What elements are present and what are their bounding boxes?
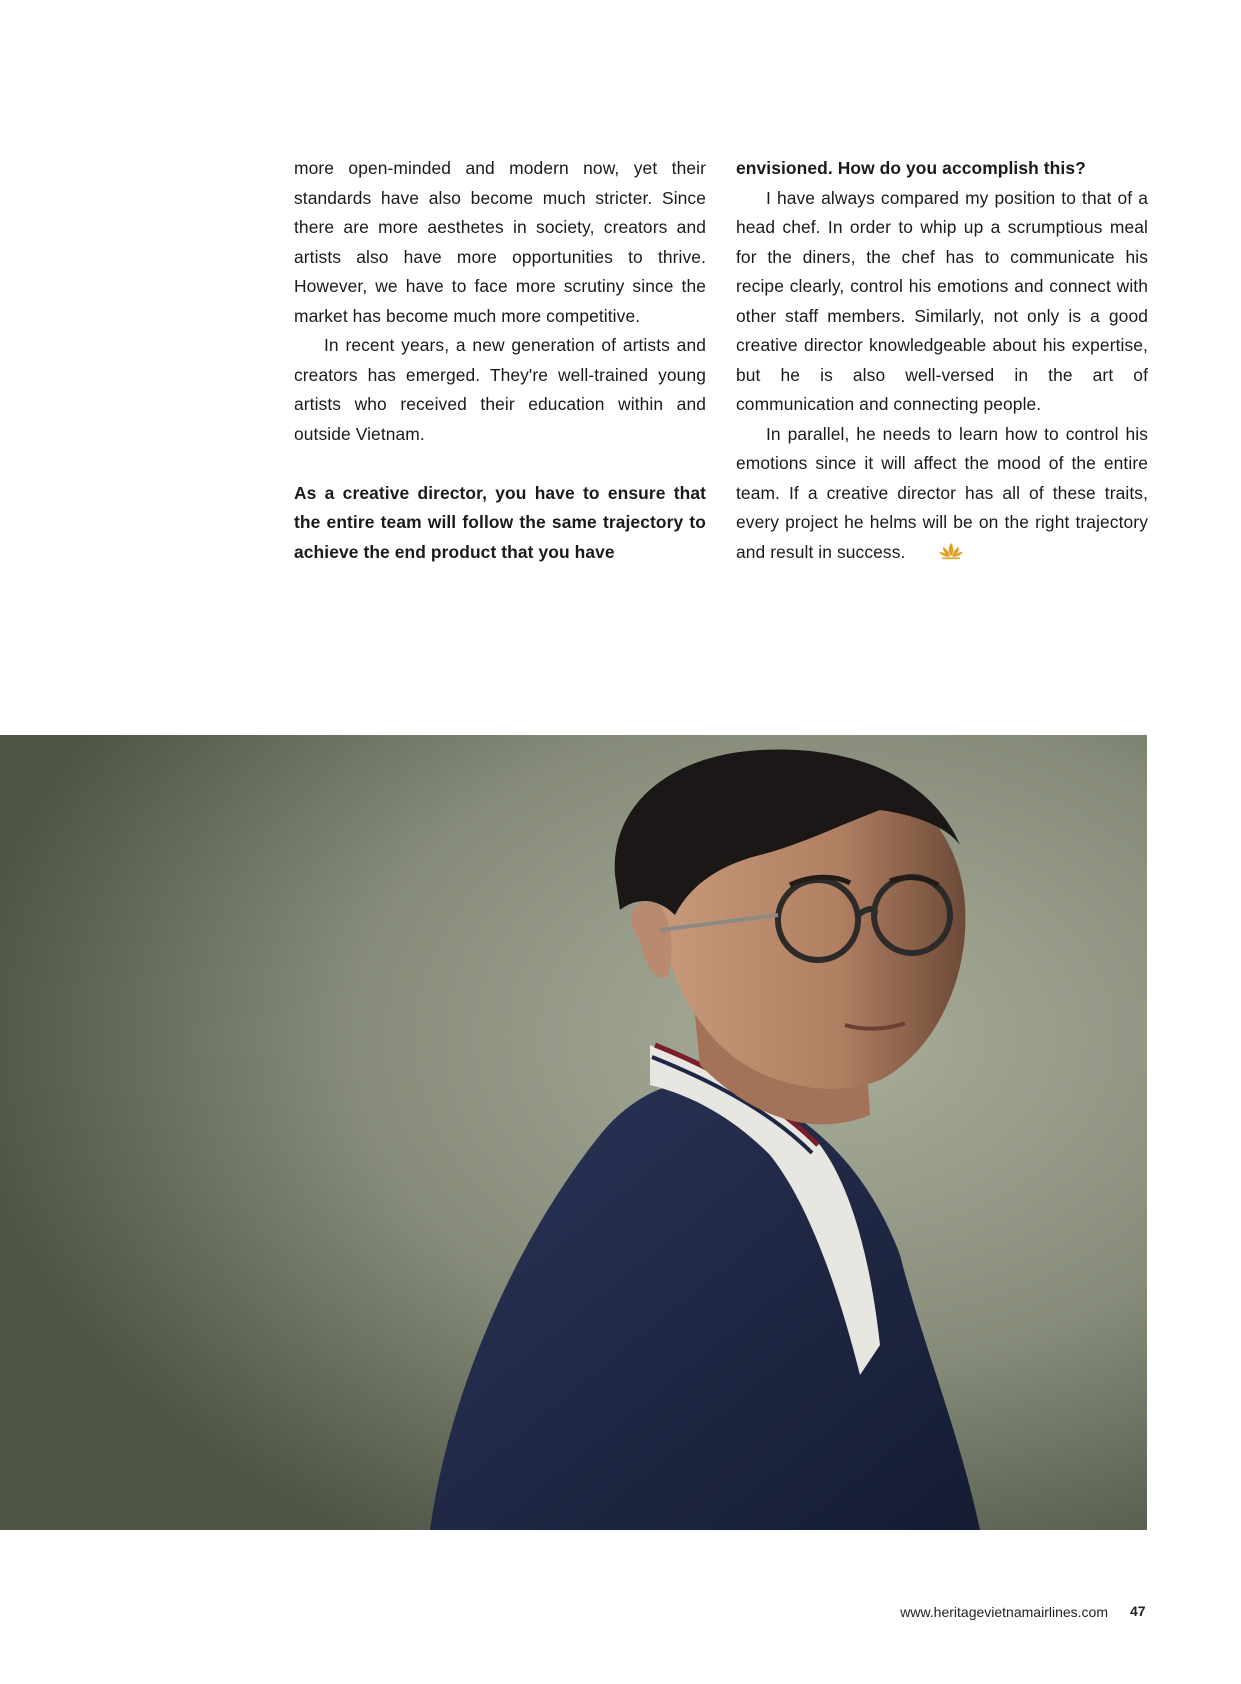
lotus-icon [909,540,933,558]
interview-question: As a creative director, you have to ensure that the entire team will follow the same trajectory to achieve the end product that you have [294,482,706,562]
body-paragraph: In recent years, a new generation of artists and creators has emerged. They're well-trained young artists who received their education within and outside Vietnam. [294,335,706,444]
body-paragraph [736,420,1148,568]
article-column-left [294,154,706,567]
footer-website-url: www.heritagevietnamairlines.com [900,1604,1108,1620]
portrait-illustration [0,735,1147,1530]
interview-question-end: envisioned. How do you accomplish this? [736,158,1086,178]
portrait-photo [0,735,1147,1530]
article-column-right [736,154,1148,567]
body-paragraph-text: In parallel, he needs to learn how to control his emotions since it will affect the mood of the entire team. If a creative director has all of these traits, every project he helms will be on the right trajectory and result in success. [736,423,1148,562]
page-number: 47 [1130,1603,1146,1619]
body-paragraph: I have always compared my position to that of a head chef. In order to whip up a scrumptious meal for the diners, the chef has to communicate his recipe clearly, control his emotions and connect with other staff members. Similarly, not only is a good creative director knowledgeable about his expertise, but he is also well-versed in the art of communication and connecting people. [736,187,1148,414]
body-paragraph: more open-minded and modern now, yet their standards have also become much stricter. Since there are more aesthetes in society, creators and artists also have more opportunities to thrive. However, we have to face more scrutiny since the market has become much more competitive. [294,158,706,326]
